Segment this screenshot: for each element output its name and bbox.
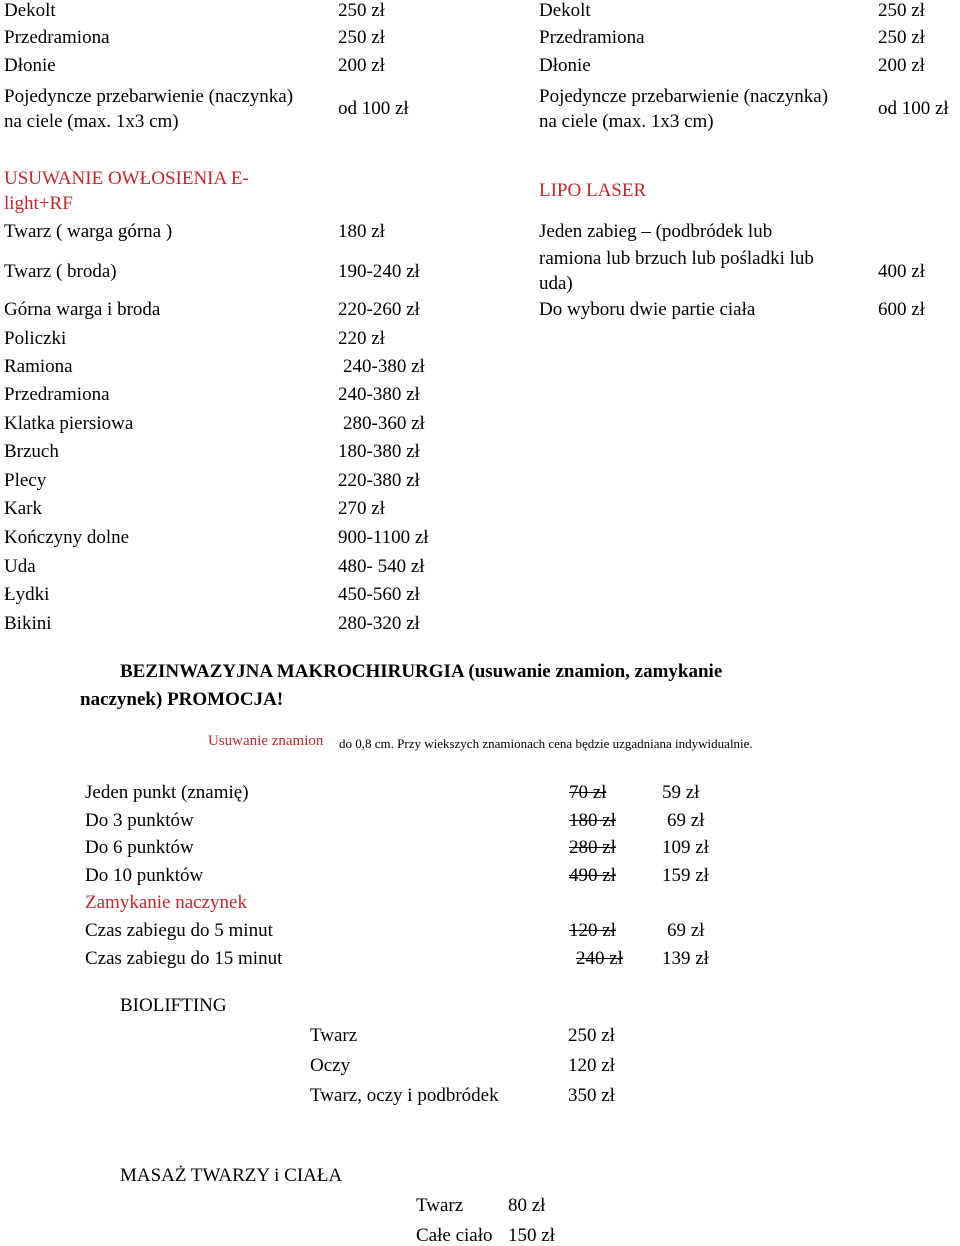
old-price: 240 zł [576, 948, 623, 969]
section-heading: BEZINWAZYJNA MAKROCHIRURGIA (usuwanie znamion, zamykanie [120, 661, 723, 682]
item-label: Do 6 punktów [85, 837, 194, 858]
item-label: na ciele (max. 1x3 cm) [4, 111, 179, 132]
section-heading: light+RF [4, 193, 73, 214]
item-label: Twarz [310, 1025, 358, 1046]
item-price: od 100 zł [878, 98, 949, 119]
item-price: 240-380 zł [338, 384, 420, 405]
item-price: 250 zł [568, 1025, 615, 1046]
old-price: 180 zł [569, 810, 616, 831]
item-price: 240-380 zł [343, 356, 425, 377]
item-price: 180 zł [338, 221, 385, 242]
item-label: Pojedyncze przebarwienie (naczynka) [539, 86, 829, 107]
item-label: Do wyboru dwie partie ciała [539, 299, 756, 320]
item-label: Uda [4, 556, 36, 577]
item-price: 250 zł [338, 27, 385, 48]
section-heading: BIOLIFTING [120, 995, 227, 1016]
item-price: 180-380 zł [338, 441, 420, 462]
item-label: Dłonie [539, 55, 591, 76]
old-price: 490 zł [569, 865, 616, 886]
item-label: Przedramiona [4, 27, 110, 48]
old-price: 70 zł [569, 782, 607, 803]
item-price: 80 zł [508, 1195, 546, 1216]
item-price: 200 zł [878, 55, 925, 76]
item-price: 200 zł [338, 55, 385, 76]
item-price: 220-380 zł [338, 470, 420, 491]
item-label: Kończyny dolne [4, 527, 130, 548]
note-text: do 0,8 cm. Przy wiekszych znamionach cena będzie uzgadniana indywidualnie. [339, 736, 753, 751]
item-price: 600 zł [878, 299, 925, 320]
item-price: 280-360 zł [343, 413, 425, 434]
item-price: 250 zł [878, 27, 925, 48]
section-heading: naczynek) PROMOCJA! [80, 689, 284, 710]
item-price: 400 zł [878, 261, 925, 282]
item-label: Jeden zabieg – (podbródek lub [539, 221, 773, 242]
old-price: 280 zł [569, 837, 616, 858]
subsection-heading: Zamykanie naczynek [85, 892, 247, 913]
item-label: Czas zabiegu do 15 minut [85, 948, 283, 969]
item-price: 220-260 zł [338, 299, 420, 320]
item-price: 450-560 zł [338, 584, 420, 605]
item-label: Brzuch [4, 441, 59, 462]
item-label: ramiona lub brzuch lub pośladki lub [539, 248, 814, 269]
item-label: Łydki [4, 584, 50, 605]
item-label: Kark [4, 498, 42, 519]
item-label: Bikini [4, 613, 52, 634]
item-label: Policzki [4, 328, 67, 349]
item-label: Oczy [310, 1055, 351, 1076]
item-price: 350 zł [568, 1085, 615, 1106]
item-label: Twarz ( broda) [4, 261, 117, 282]
item-label: Twarz, oczy i podbródek [310, 1085, 499, 1106]
old-price: 120 zł [569, 920, 616, 941]
item-label: Przedramiona [539, 27, 645, 48]
section-heading: MASAŻ TWARZY i CIAŁA [120, 1165, 343, 1186]
item-price: 480- 540 zł [338, 556, 425, 577]
item-price: 900-1100 zł [338, 527, 429, 548]
new-price: 69 zł [667, 920, 705, 941]
item-label: Do 10 punktów [85, 865, 204, 886]
item-label: Jeden punkt (znamię) [85, 782, 249, 803]
note-highlight: Usuwanie znamion [208, 733, 324, 749]
new-price: 69 zł [667, 810, 705, 831]
section-heading: USUWANIE OWŁOSIENIA E- [4, 168, 249, 189]
item-label: Twarz [416, 1195, 464, 1216]
item-price: 220 zł [338, 328, 385, 349]
item-label: Do 3 punktów [85, 810, 194, 831]
item-label: Górna warga i broda [4, 299, 161, 320]
item-price: 190-240 zł [338, 261, 420, 282]
new-price: 139 zł [662, 948, 709, 969]
item-label: Całe ciało [416, 1225, 493, 1246]
item-label: Pojedyncze przebarwienie (naczynka) [4, 86, 294, 107]
item-label: uda) [539, 273, 573, 294]
item-label: na ciele (max. 1x3 cm) [539, 111, 714, 132]
new-price: 109 zł [662, 837, 709, 858]
item-label: Dekolt [4, 0, 56, 21]
item-label: Przedramiona [4, 384, 110, 405]
item-price: od 100 zł [338, 98, 409, 119]
item-price: 280-320 zł [338, 613, 420, 634]
item-label: Czas zabiegu do 5 minut [85, 920, 273, 941]
item-label: Twarz ( warga górna ) [4, 221, 173, 242]
item-label: Dekolt [539, 0, 591, 21]
item-label: Ramiona [4, 356, 73, 377]
section-heading: LIPO LASER [539, 180, 647, 201]
item-price: 250 zł [338, 0, 385, 21]
item-label: Plecy [4, 470, 47, 491]
item-price: 250 zł [878, 0, 925, 21]
item-price: 270 zł [338, 498, 385, 519]
item-label: Dłonie [4, 55, 56, 76]
item-label: Klatka piersiowa [4, 413, 134, 434]
item-price: 120 zł [568, 1055, 615, 1076]
new-price: 159 zł [662, 865, 709, 886]
item-price: 150 zł [508, 1225, 555, 1246]
new-price: 59 zł [662, 782, 700, 803]
